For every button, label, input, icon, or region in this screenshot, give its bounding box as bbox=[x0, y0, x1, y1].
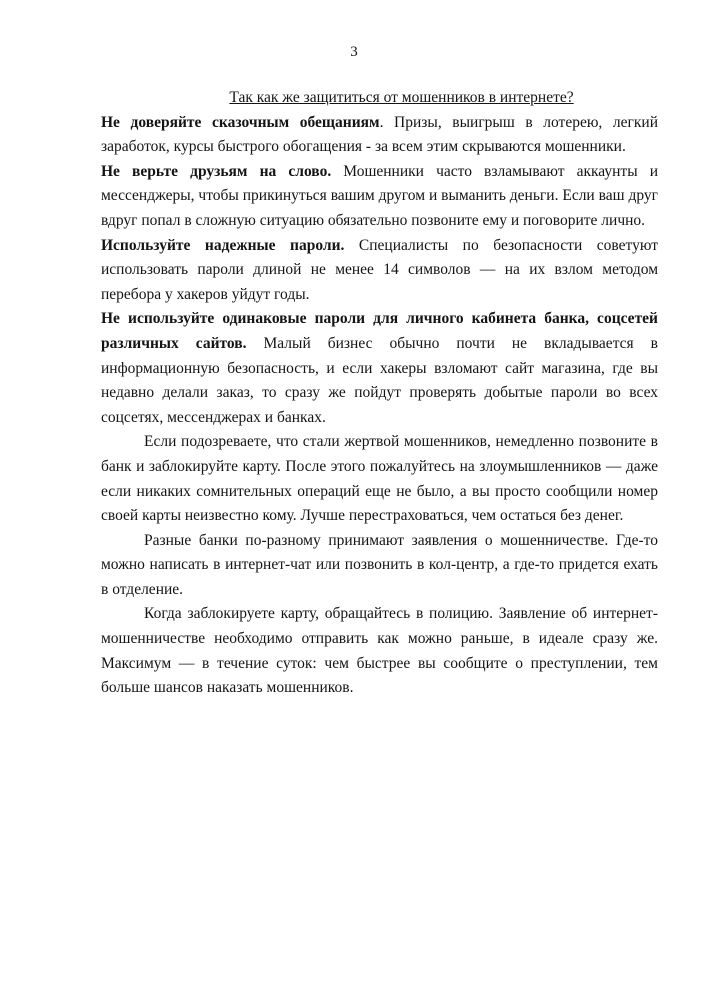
tip-text: Малый бизнес обычно почти не вкладывается в информационную безопасность, и если хакеры взломают сайт магазина, где вы недавно делали заказ, то сразу же пойдут проверять добытые пароли во всех соцсетях, мессенджерах и банках. bbox=[101, 334, 658, 426]
body-paragraph: Когда заблокируете карту, обращайтесь в полицию. Заявление об интернет-мошенничестве необходимо отправить как можно раньше, в идеале сразу же. Максимум — в течение суток: чем быстрее вы сообщите о преступлении, тем больше шансов наказать мошенников. bbox=[101, 605, 658, 697]
page-number: 3 bbox=[350, 44, 358, 60]
tip-title: Не верьте друзьям на слово. bbox=[101, 162, 332, 180]
body-paragraph: Разные банки по-разному принимают заявления о мошенничестве. Где-то можно написать в интернет-чат или позвонить в кол-центр, а где-то придется ехать в отделение. bbox=[101, 531, 658, 598]
body-paragraph: Если подозреваете, что стали жертвой мошенников, немедленно позвоните в банк и заблокируйте карту. После этого пожалуйтесь на злоумышленников — даже если никаких сомнительных операций еще не было, а вы просто сообщили номер своей карты неизвестно кому. Лучше перестраховаться, чем остаться без денег. bbox=[101, 433, 658, 525]
tip-paragraph bbox=[101, 111, 658, 160]
tip-title: Не используйте одинаковые пароли для личного кабинета банка, соцсетей различных сайтов. bbox=[101, 310, 658, 352]
tip-text: Мошенники часто взламывают аккаунты и мессенджеры, чтобы прикинуться вашим другом и выманить деньги. Если ваш друг вдруг попал в сложную ситуацию обязательно позвоните ему и поговорите лично. bbox=[101, 162, 658, 229]
tip-text: . Призы, выигрыш в лотерею, легкий заработок, курсы быстрого обогащения - за всем этим скрываются мошенники. bbox=[101, 113, 658, 156]
tip-text: Специалисты по безопасности советуют использовать пароли длиной не менее 14 символов — на их взлом методом перебора у хакеров уйдут годы. bbox=[101, 236, 658, 303]
tip-paragraph bbox=[101, 234, 658, 308]
tip-title: Не доверяйте сказочным обещаниям bbox=[101, 113, 380, 131]
section-heading: Так как же защититься от мошенников в интернете? bbox=[229, 89, 574, 106]
tip-title: Используйте надежные пароли. bbox=[101, 236, 345, 254]
document-body bbox=[101, 86, 658, 701]
tip-paragraph bbox=[101, 307, 658, 430]
tip-paragraph bbox=[101, 160, 658, 234]
